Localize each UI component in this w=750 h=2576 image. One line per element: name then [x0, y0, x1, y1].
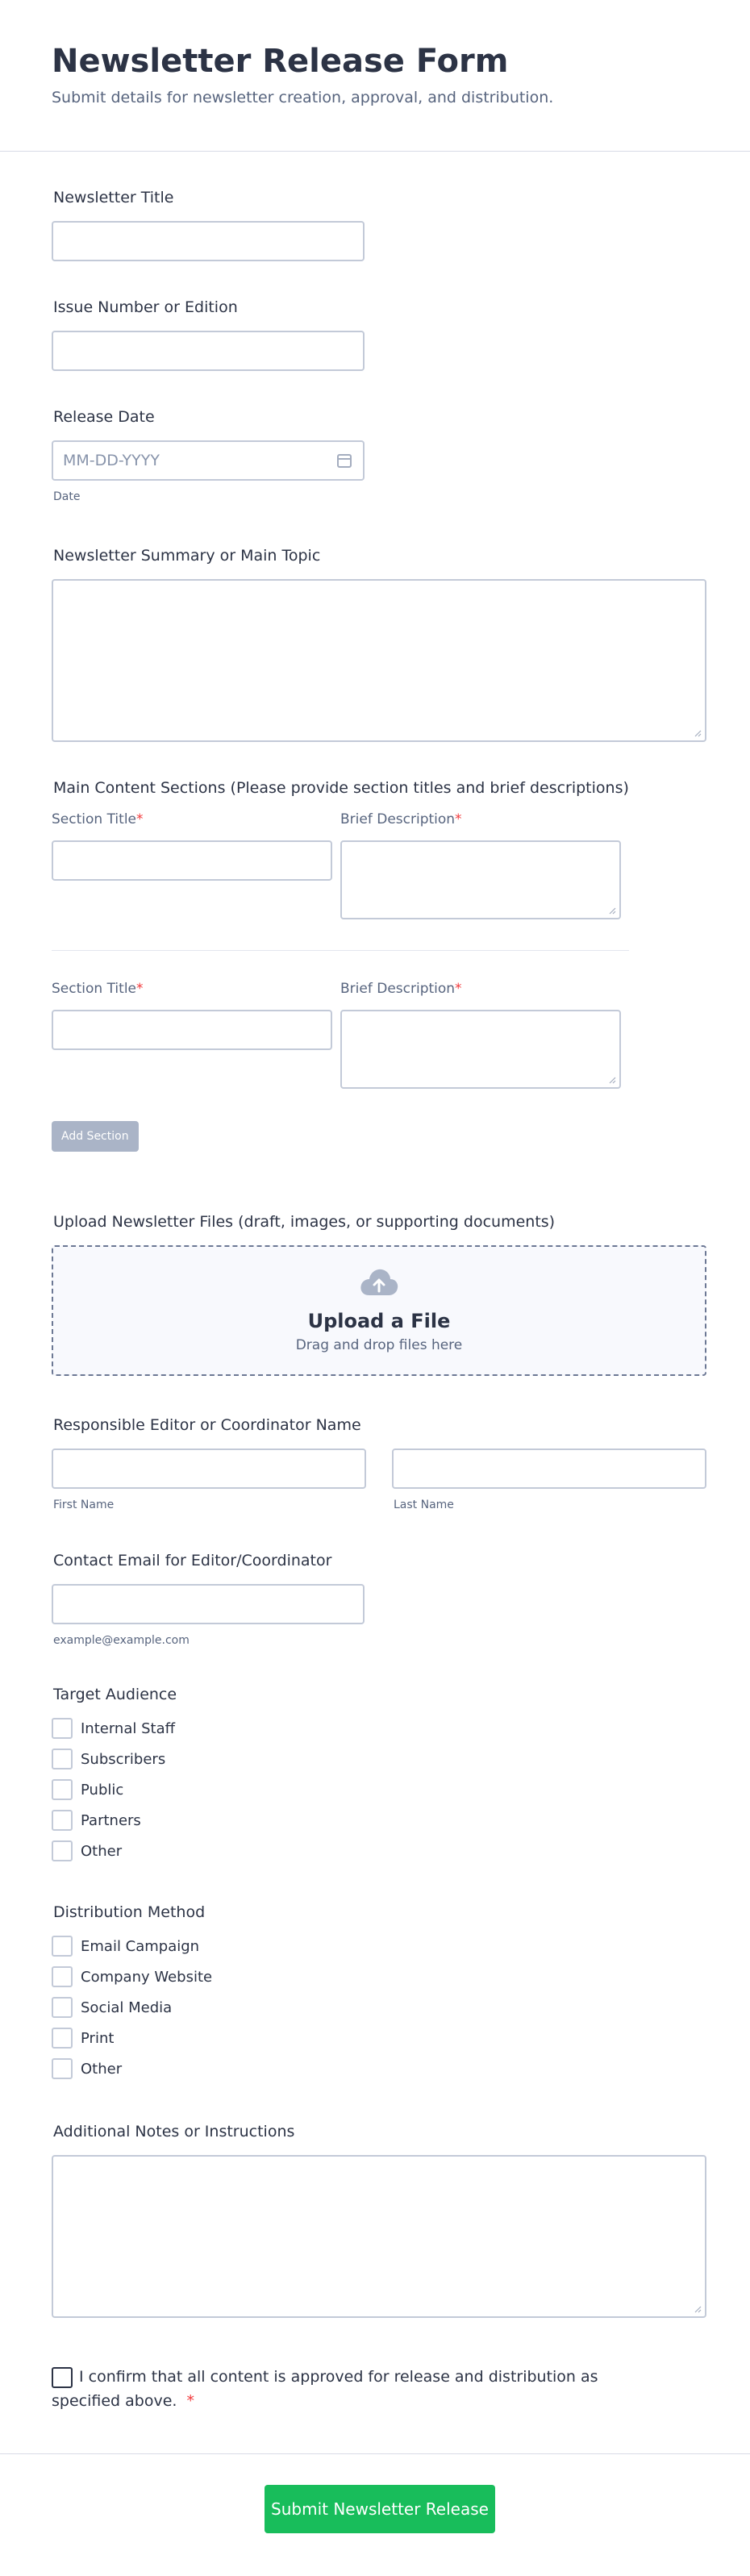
contact-email-field — [52, 1550, 365, 1647]
checkbox-label: Company Website — [81, 1968, 213, 1986]
checkbox[interactable] — [52, 1997, 73, 2018]
issue-number-field — [52, 297, 365, 371]
resize-handle-icon[interactable] — [694, 729, 702, 737]
first-name-sublabel: First Name — [53, 1498, 115, 1511]
section-desc-label: Brief Description* — [340, 981, 462, 997]
checkbox-label: Other — [81, 1842, 123, 1860]
issue-number-label: Issue Number or Edition — [53, 298, 238, 316]
upload-title: Upload a File — [307, 1310, 451, 1332]
confirm-text: I confirm that all content is approved for release and distribution as specified above. — [52, 2368, 598, 2410]
section-row — [52, 981, 332, 1050]
section-title-input[interactable] — [52, 840, 332, 881]
checkbox-label: Partners — [81, 1811, 141, 1829]
page-title: Newsletter Release Form — [52, 43, 509, 80]
upload-field — [52, 1211, 706, 1376]
checkbox-label: Social Media — [81, 1999, 173, 2016]
checkbox[interactable] — [52, 1749, 73, 1769]
checkbox-option[interactable] — [52, 1713, 177, 1744]
confirm-field — [52, 2365, 632, 2413]
section-title-input[interactable] — [52, 1010, 332, 1050]
section-divider — [52, 950, 629, 951]
contact-email-input[interactable] — [52, 1584, 365, 1624]
contact-email-sublabel: example@example.com — [53, 1634, 190, 1647]
checkbox[interactable] — [52, 1810, 73, 1831]
summary-label: Newsletter Summary or Main Topic — [53, 547, 321, 565]
first-name-input[interactable] — [52, 1448, 366, 1489]
required-mark: * — [186, 2392, 194, 2410]
contact-email-label: Contact Email for Editor/Coordinator — [53, 1552, 332, 1569]
checkbox-label: Print — [81, 2029, 115, 2047]
confirm-checkbox[interactable] — [52, 2367, 73, 2388]
checkbox[interactable] — [52, 1779, 73, 1800]
section-desc-textarea[interactable] — [340, 1010, 621, 1089]
section-desc-group — [340, 811, 621, 919]
editor-name-label: Responsible Editor or Coordinator Name — [53, 1416, 361, 1434]
calendar-icon[interactable] — [337, 454, 352, 468]
issue-number-input[interactable] — [52, 331, 365, 371]
summary-field — [52, 545, 706, 742]
checkbox-option[interactable] — [52, 1774, 177, 1805]
editor-name-field — [52, 1415, 361, 1436]
release-date-placeholder: MM-DD-YYYY — [63, 452, 160, 469]
newsletter-title-label: Newsletter Title — [53, 189, 174, 206]
checkbox[interactable] — [52, 1840, 73, 1861]
file-dropzone[interactable] — [52, 1245, 706, 1376]
sections-label: Main Content Sections (Please provide section titles and brief descriptions) — [53, 779, 629, 797]
section-row — [52, 811, 332, 881]
summary-textarea[interactable] — [52, 579, 706, 742]
section-desc-textarea[interactable] — [340, 840, 621, 919]
checkbox-option[interactable] — [52, 1961, 212, 1992]
checkbox-label: Public — [81, 1781, 124, 1799]
checkbox-label: Internal Staff — [81, 1719, 176, 1737]
checkbox-option[interactable] — [52, 1836, 177, 1866]
page-subtitle: Submit details for newsletter creation, approval, and distribution. — [52, 89, 554, 106]
checkbox-option[interactable] — [52, 2053, 212, 2084]
form-header — [0, 0, 750, 152]
last-name-group — [392, 1448, 706, 1511]
newsletter-title-input[interactable] — [52, 221, 365, 261]
release-date-sublabel: Date — [53, 490, 81, 503]
target-audience-label: Target Audience — [53, 1686, 177, 1703]
sections-field — [52, 777, 629, 798]
release-date-field — [52, 406, 365, 503]
notes-field — [52, 2121, 706, 2318]
resize-handle-icon[interactable] — [608, 1076, 616, 1084]
checkbox[interactable] — [52, 1718, 73, 1739]
section-desc-group — [340, 981, 621, 1089]
checkbox-label: Other — [81, 2060, 123, 2078]
form-footer — [0, 2453, 750, 2576]
target-audience-field — [52, 1684, 177, 1866]
checkbox[interactable] — [52, 2028, 73, 2049]
section-title-label: Section Title* — [52, 811, 144, 827]
resize-handle-icon[interactable] — [694, 2305, 702, 2313]
add-section-button[interactable]: Add Section — [52, 1121, 139, 1152]
checkbox-option[interactable] — [52, 1931, 212, 1961]
checkbox-option[interactable] — [52, 1805, 177, 1836]
release-date-input[interactable] — [52, 440, 365, 481]
checkbox[interactable] — [52, 2058, 73, 2079]
upload-subtitle: Drag and drop files here — [295, 1337, 463, 1353]
notes-textarea[interactable] — [52, 2155, 706, 2318]
cloud-upload-icon — [358, 1266, 400, 1298]
submit-button[interactable]: Submit Newsletter Release — [265, 2485, 495, 2533]
resize-handle-icon[interactable] — [608, 907, 616, 915]
first-name-group — [52, 1448, 366, 1511]
checkbox-label: Email Campaign — [81, 1937, 200, 1955]
newsletter-title-field — [52, 187, 365, 261]
upload-label: Upload Newsletter Files (draft, images, or supporting documents) — [53, 1213, 556, 1231]
distribution-method-field — [52, 1902, 212, 2084]
release-date-label: Release Date — [53, 408, 155, 426]
checkbox-option[interactable] — [52, 1992, 212, 2023]
section-title-label: Section Title* — [52, 981, 144, 997]
checkbox[interactable] — [52, 1936, 73, 1957]
section-desc-label: Brief Description* — [340, 811, 462, 827]
notes-label: Additional Notes or Instructions — [53, 2123, 295, 2140]
checkbox-option[interactable] — [52, 2023, 212, 2053]
checkbox-label: Subscribers — [81, 1750, 166, 1768]
last-name-input[interactable] — [392, 1448, 706, 1489]
checkbox-option[interactable] — [52, 1744, 177, 1774]
checkbox[interactable] — [52, 1966, 73, 1987]
last-name-sublabel: Last Name — [394, 1498, 454, 1511]
distribution-method-label: Distribution Method — [53, 1903, 206, 1921]
